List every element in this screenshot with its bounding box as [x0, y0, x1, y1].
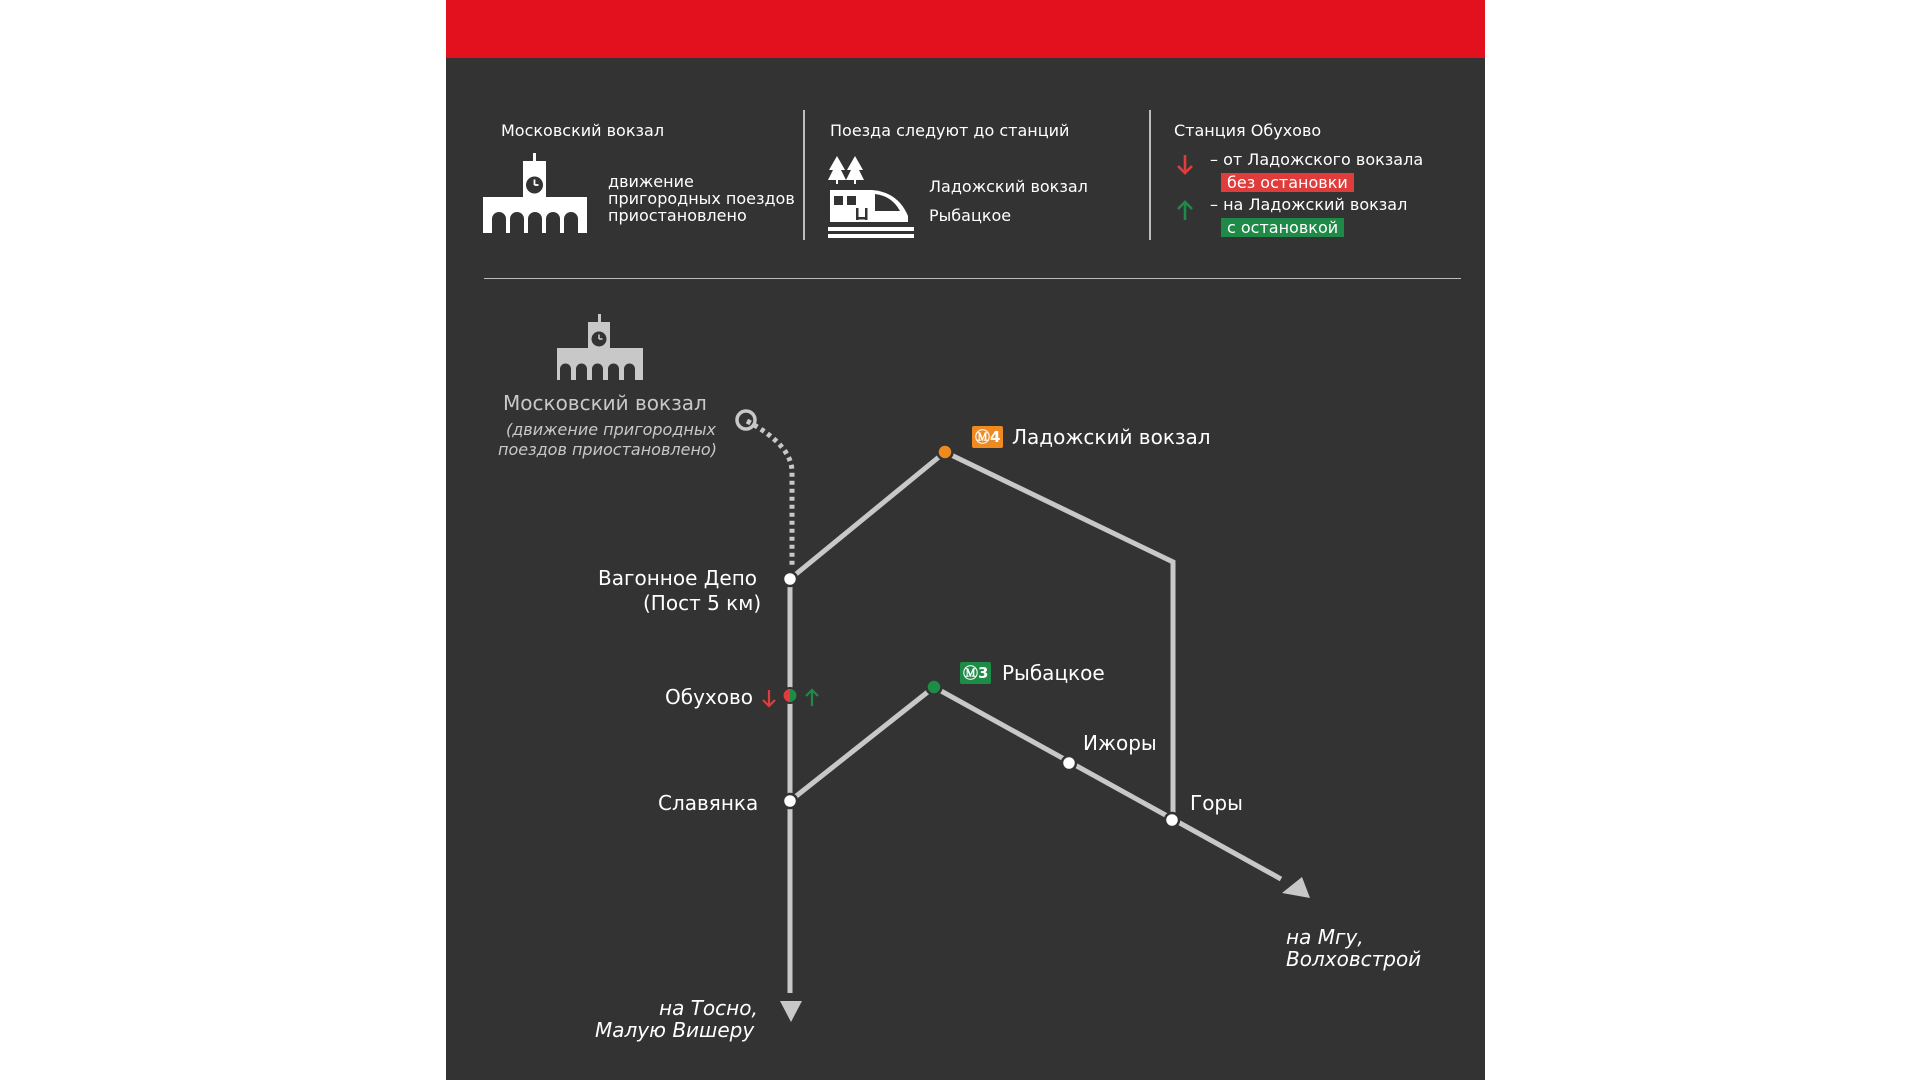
info-panel	[446, 0, 1485, 1080]
track-depo-ladozhsky	[790, 452, 945, 579]
moscow-station-node	[737, 411, 755, 429]
legend-no-stop-badge: без остановки	[1221, 173, 1354, 192]
rail-map	[446, 0, 1485, 1080]
legend-obukhovo-title: Станция Обухово	[1174, 121, 1322, 140]
legend-moscow-desc-3: приостановлено	[608, 206, 747, 225]
direction-east-label-2: Волховстрой	[1286, 947, 1422, 971]
obukhovo-label: Обухово	[665, 685, 754, 709]
station-node-obukhovo	[783, 688, 798, 703]
direction-east-label-1: на Мгу,	[1286, 925, 1364, 949]
direction-south-label-1: на Тосно,	[659, 996, 758, 1020]
track-ladozhsky-gory	[945, 452, 1173, 820]
station-node-izhory	[1062, 756, 1076, 770]
gory-label: Горы	[1190, 791, 1243, 815]
metro-icon: Ⓜ	[975, 428, 991, 446]
legend-trains-station-2: Рыбацкое	[929, 206, 1012, 225]
moscow-station-label: Московский вокзал	[503, 391, 707, 415]
vagonnoe-depo-sublabel: (Пост 5 км)	[643, 591, 762, 615]
station-node-slavyanka	[783, 794, 797, 808]
suspended-track	[747, 421, 792, 567]
legend-moscow-desc-2: пригородных поездов	[608, 189, 795, 208]
arrow-east-icon	[1282, 877, 1310, 898]
moscow-station-note-1: (движение пригородных	[506, 420, 716, 439]
station-node-vagonnoe-depo	[783, 572, 797, 586]
metro-line-3-badge	[960, 662, 991, 684]
slavyanka-label: Славянка	[658, 791, 759, 815]
station-node-gory	[1165, 813, 1179, 827]
metro-icon: Ⓜ	[963, 664, 979, 682]
station-node-rybatskoe	[927, 680, 942, 695]
direction-south-label-2: Малую Вишеру	[595, 1018, 755, 1042]
track-rybatskoe-east	[934, 687, 1281, 879]
arrow-south-icon	[780, 1001, 802, 1022]
legend-trains-title: Поезда следуют до станций	[830, 121, 1070, 140]
legend-from-text: – от Ладожского вокзала	[1210, 150, 1424, 169]
metro-line-4-number: 4	[990, 428, 1001, 446]
legend-moscow-title: Московский вокзал	[501, 121, 665, 140]
legend-moscow-desc-1: движение	[608, 172, 694, 191]
moscow-station-note-2: поездов приостановлено)	[498, 440, 717, 459]
legend-to-text: – на Ладожский вокзал	[1210, 195, 1408, 214]
ladozhsky-label: Ладожский вокзал	[1012, 425, 1211, 449]
moscow-station-icon	[557, 314, 643, 380]
obukhovo-arrow-up-icon	[806, 690, 818, 706]
vagonnoe-depo-label: Вагонное Депо	[598, 566, 758, 590]
metro-line-3-number: 3	[978, 664, 989, 682]
legend-stop-badge: с остановкой	[1221, 218, 1344, 237]
rybatskoe-label: Рыбацкое	[1002, 661, 1105, 685]
station-node-ladozhsky	[938, 445, 953, 460]
metro-line-4-badge	[972, 426, 1003, 448]
obukhovo-arrow-down-icon	[763, 690, 775, 706]
izhory-label: Ижоры	[1083, 731, 1157, 755]
legend-trains-station-1: Ладожский вокзал	[929, 177, 1088, 196]
